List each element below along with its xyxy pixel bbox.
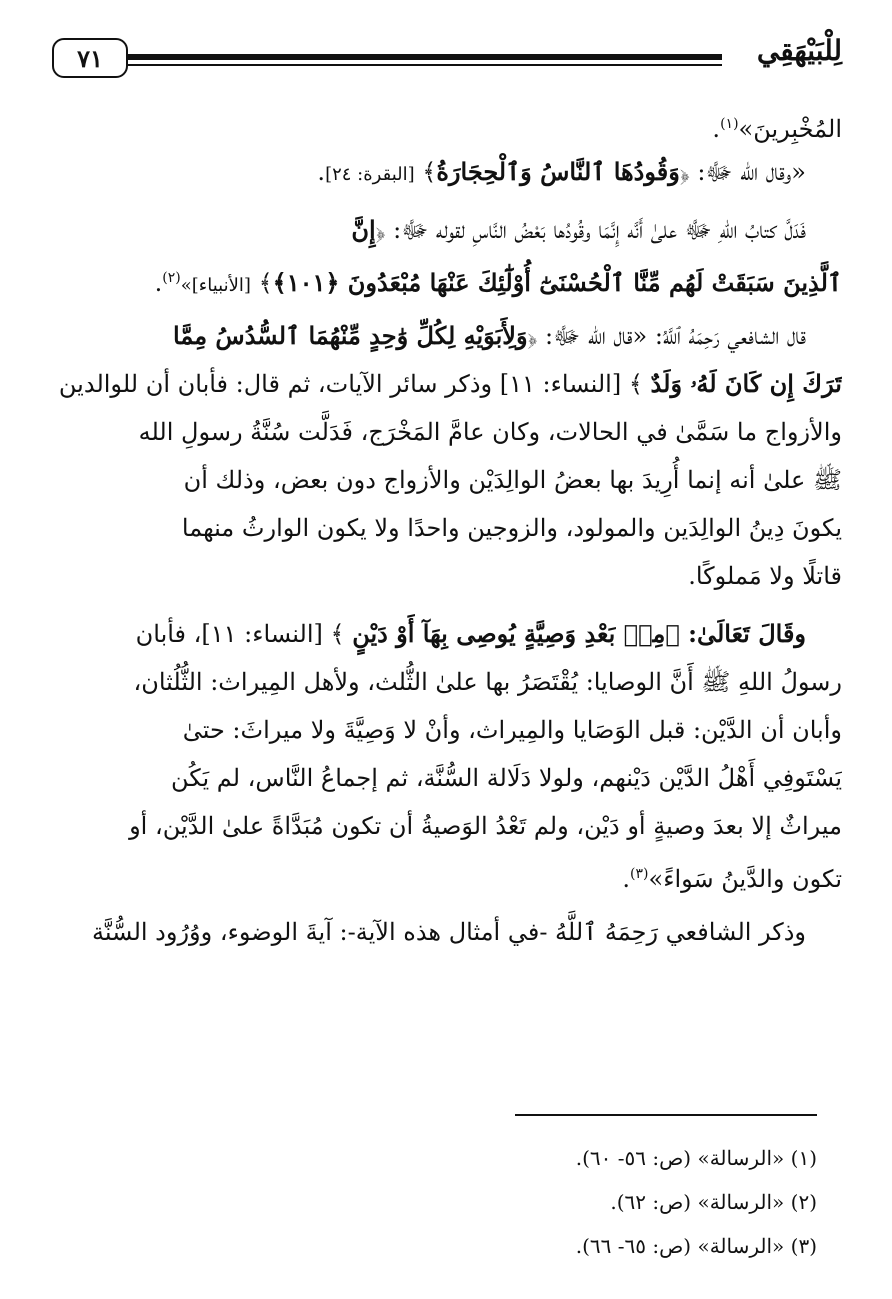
quran-verse: مِنۢ بَعْدِ وَصِيَّةٍ يُوصِى بِهَآ أَوْ دَيْنٍ <box>352 619 666 648</box>
footnote-marker: (٣) <box>630 866 649 882</box>
body-line: والأزواج ما سَمَّىٰ في الحالات، وكان عامَّ المَخْرَج، فَدَلَّت سُنَّةُ رسولِ الله <box>138 418 842 446</box>
page-number: ٧١ <box>52 38 128 78</box>
body-text: «وقال الله ﷻ: ﴿ <box>679 158 806 186</box>
body-text: ﴾ [النساء: ١١]، فأبان <box>135 620 345 648</box>
quran-verse: إِنَّ <box>351 215 376 244</box>
body-line: وذكر الشافعي رَحِمَهُ ٱللَّهُ -في أمثال هذه الآية-: آيةَ الوضوء، ووُرُود السُّنَّة <box>92 918 806 946</box>
body-line <box>52 148 842 196</box>
page-body <box>52 100 842 956</box>
footnote: (٣) «الرسالة» (ص: ٦٥- ٦٦). <box>575 1234 817 1258</box>
quran-verse: وَلِأَبَوَيْهِ لِكُلِّ وَٰحِدٍ مِّنْهُمَا ٱلسُّدُسُ مِمَّا <box>173 321 528 350</box>
body-text: المُخْبِرينَ» <box>738 115 842 143</box>
body-line <box>52 312 842 360</box>
body-line: ميراثٌ إلا بعدَ وصيةٍ أو دَيْن، ولم تَعْدُ الوَصيةُ أن تكون مُبَدَّاةً علىٰ الدَّيْن، أو <box>129 812 842 840</box>
body-line <box>52 610 842 658</box>
page-header <box>52 34 842 90</box>
body-text: . <box>154 269 163 297</box>
footnote-marker: (٢) <box>162 270 181 286</box>
body-line: يكونَ دِينُ الوالِدَين والمولود، والزوجين واحدًا ولا يكون الوارثُ منهما <box>181 514 842 542</box>
body-text: قال الشافعي رَحِمَهُ ٱللَّهُ: «قال الله ﷻ: ﴿ <box>527 322 806 350</box>
body-line <box>52 850 842 898</box>
body-line <box>52 254 842 302</box>
body-line: ﷺ علىٰ أنه إنما أُرِيدَ بها بعضُ الوالِدَيْن والأزواج دون بعض، وذلك أن <box>183 466 842 494</box>
body-line: وأبان أن الدَّيْن: قبل الوَصَايا والمِيراث، وأنْ لا وَصِيَّةَ ولا ميراثَ: حتىٰ <box>182 716 842 744</box>
footnote-marker: (١) <box>720 116 739 132</box>
verse-reference: [البقرة: ٢٤] <box>325 164 415 185</box>
header-rule-thin <box>122 64 722 66</box>
body-text: فَدَلَّ كتابُ اللهِ ﷻ علىٰ أَنَّه إِنَّمَا وقُودُها بَعْضُ النَّاسِ لقوله ﷻ: ﴿ <box>375 216 806 244</box>
footnote-separator <box>515 1114 817 1116</box>
running-title: لِلْبَيْهَقِي <box>749 34 842 67</box>
verse-reference: [الأنبياء]» <box>180 275 251 296</box>
footnote: (١) «الرسالة» (ص: ٥٦- ٦٠). <box>575 1146 817 1170</box>
body-text: . <box>622 865 631 893</box>
body-text: ﴾ [النساء: ١١] وذكر سائر الآيات، ثم قال: فأبان أن للوالدين <box>58 370 643 398</box>
body-line <box>52 206 842 254</box>
quran-verse: وَقُودُهَا ٱلنَّاسُ وَٱلْحِجَارَةُ <box>436 157 680 186</box>
body-text: تكون والدَّينُ سَواءً» <box>648 865 842 893</box>
body-text: . <box>712 115 721 143</box>
body-line <box>52 360 842 408</box>
quran-verse: ٱلَّذِينَ سَبَقَتْ لَهُم مِّنَّا ٱلْحُسْنَىٰٓ أُوْلَٰٓئِكَ عَنْهَا مُبْعَدُونَ ﴿١٠١﴾ <box>272 268 842 297</box>
body-text: وقَالَ تَعَالَىٰ: ﴿ <box>665 619 806 648</box>
body-text: ﴾ <box>422 158 437 186</box>
body-text: ﴾ <box>258 269 273 297</box>
body-line: رسولُ اللهِ ﷺ أَنَّ الوصايا: يُقْتَصَرُ بها علىٰ الثُّلث، ولأهل المِيراث: الثُّلُثان، <box>133 668 842 696</box>
body-text: . <box>317 158 326 186</box>
header-rule-thick <box>122 54 722 60</box>
body-line: يَسْتَوفِي أَهْلُ الدَّيْن دَيْنهم، ولولا دَلَالة السُّنَّة، ثم إجماعُ النَّاس، لم يَكُن <box>170 764 842 792</box>
footnote: (٢) «الرسالة» (ص: ٦٢). <box>610 1190 817 1214</box>
quran-verse: تَرَكَ إِن كَانَ لَهُۥ وَلَدٌ <box>650 369 842 398</box>
footnotes <box>52 1136 817 1268</box>
body-line <box>52 100 842 148</box>
body-line: قاتلًا ولا مَملوكًا. <box>688 562 842 590</box>
